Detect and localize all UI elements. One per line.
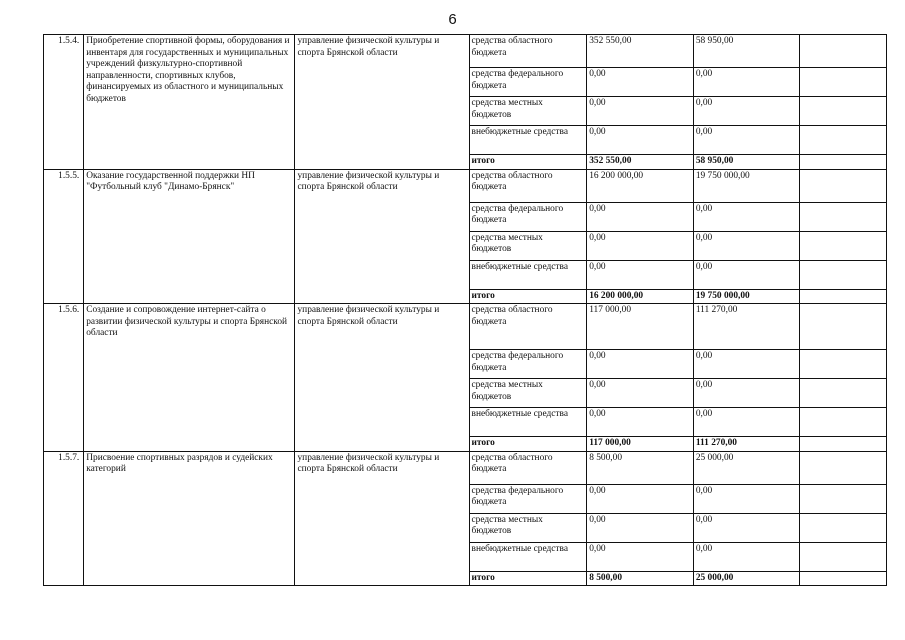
extra-cell xyxy=(800,260,887,289)
item-executor: управление физической культуры и спорта Брянской области xyxy=(295,35,469,170)
total-amount-2: 25 000,00 xyxy=(693,571,800,586)
extra-cell xyxy=(800,289,887,304)
funding-source: внебюджетные средства xyxy=(469,260,587,289)
amount-col-1: 0,00 xyxy=(587,202,694,231)
page-number: 6 xyxy=(448,11,457,28)
total-amount-1: 8 500,00 xyxy=(587,571,694,586)
amount-col-1: 8 500,00 xyxy=(587,451,694,484)
amount-col-1: 0,00 xyxy=(587,97,694,126)
budget-table xyxy=(43,34,887,586)
funding-source: средства местных бюджетов xyxy=(469,97,587,126)
item-number: 1.5.7. xyxy=(44,451,84,586)
item-executor: управление физической культуры и спорта Брянской области xyxy=(295,169,469,304)
amount-col-1: 0,00 xyxy=(587,513,694,542)
amount-col-2: 25 000,00 xyxy=(693,451,800,484)
total-label: итого xyxy=(469,289,587,304)
item-name: Создание и сопровождение интернет-сайта о развитии физической культуры и спорта Брянской области xyxy=(84,304,295,452)
extra-cell xyxy=(800,202,887,231)
amount-col-1: 0,00 xyxy=(587,126,694,155)
extra-cell xyxy=(800,169,887,202)
funding-source: внебюджетные средства xyxy=(469,408,587,437)
amount-col-1: 117 000,00 xyxy=(587,304,694,350)
table-row xyxy=(44,451,887,484)
item-executor: управление физической культуры и спорта Брянской области xyxy=(295,304,469,452)
extra-cell xyxy=(800,379,887,408)
amount-col-2: 0,00 xyxy=(693,126,800,155)
total-amount-1: 117 000,00 xyxy=(587,437,694,452)
item-executor: управление физической культуры и спорта Брянской области xyxy=(295,451,469,586)
funding-source: средства местных бюджетов xyxy=(469,513,587,542)
amount-col-2: 0,00 xyxy=(693,350,800,379)
amount-col-2: 111 270,00 xyxy=(693,304,800,350)
extra-cell xyxy=(800,437,887,452)
extra-cell xyxy=(800,484,887,513)
amount-col-2: 0,00 xyxy=(693,202,800,231)
extra-cell xyxy=(800,97,887,126)
funding-source: средства федерального бюджета xyxy=(469,202,587,231)
extra-cell xyxy=(800,68,887,97)
amount-col-1: 0,00 xyxy=(587,260,694,289)
funding-source: внебюджетные средства xyxy=(469,542,587,571)
amount-col-2: 0,00 xyxy=(693,97,800,126)
amount-col-2: 0,00 xyxy=(693,408,800,437)
table-row xyxy=(44,169,887,202)
funding-source: средства областного бюджета xyxy=(469,304,587,350)
total-amount-2: 58 950,00 xyxy=(693,155,800,170)
table-row xyxy=(44,35,887,68)
amount-col-2: 0,00 xyxy=(693,513,800,542)
amount-col-2: 0,00 xyxy=(693,379,800,408)
total-label: итого xyxy=(469,571,587,586)
amount-col-2: 0,00 xyxy=(693,260,800,289)
item-name: Приобретение спортивной формы, оборудования и инвентаря для государственных и муниципальных учреждений физкультурно-спортивной направленности, спортивных клубов, финансируемых из областного и муниципальных бюджетов xyxy=(84,35,295,170)
amount-col-1: 0,00 xyxy=(587,231,694,260)
amount-col-2: 0,00 xyxy=(693,68,800,97)
funding-source: средства федерального бюджета xyxy=(469,350,587,379)
amount-col-1: 352 550,00 xyxy=(587,35,694,68)
item-number: 1.5.5. xyxy=(44,169,84,304)
amount-col-1: 0,00 xyxy=(587,542,694,571)
budget-table-body xyxy=(44,35,887,586)
funding-source: средства федерального бюджета xyxy=(469,484,587,513)
amount-col-1: 0,00 xyxy=(587,379,694,408)
extra-cell xyxy=(800,35,887,68)
item-number: 1.5.6. xyxy=(44,304,84,452)
total-label: итого xyxy=(469,155,587,170)
table-row xyxy=(44,304,887,350)
amount-col-1: 0,00 xyxy=(587,68,694,97)
funding-source: средства областного бюджета xyxy=(469,35,587,68)
amount-col-1: 0,00 xyxy=(587,408,694,437)
extra-cell xyxy=(800,126,887,155)
item-number: 1.5.4. xyxy=(44,35,84,170)
extra-cell xyxy=(800,571,887,586)
extra-cell xyxy=(800,350,887,379)
extra-cell xyxy=(800,451,887,484)
total-amount-2: 111 270,00 xyxy=(693,437,800,452)
extra-cell xyxy=(800,408,887,437)
funding-source: средства областного бюджета xyxy=(469,169,587,202)
amount-col-2: 0,00 xyxy=(693,484,800,513)
amount-col-1: 0,00 xyxy=(587,484,694,513)
extra-cell xyxy=(800,542,887,571)
extra-cell xyxy=(800,513,887,542)
extra-cell xyxy=(800,304,887,350)
total-label: итого xyxy=(469,437,587,452)
item-name: Оказание государственной поддержки НП "Футбольный клуб "Динамо-Брянск" xyxy=(84,169,295,304)
amount-col-1: 0,00 xyxy=(587,350,694,379)
total-amount-1: 16 200 000,00 xyxy=(587,289,694,304)
extra-cell xyxy=(800,231,887,260)
amount-col-1: 16 200 000,00 xyxy=(587,169,694,202)
amount-col-2: 0,00 xyxy=(693,542,800,571)
item-name: Присвоение спортивных разрядов и судейских категорий xyxy=(84,451,295,586)
funding-source: средства местных бюджетов xyxy=(469,231,587,260)
funding-source: средства местных бюджетов xyxy=(469,379,587,408)
amount-col-2: 0,00 xyxy=(693,231,800,260)
extra-cell xyxy=(800,155,887,170)
total-amount-1: 352 550,00 xyxy=(587,155,694,170)
total-amount-2: 19 750 000,00 xyxy=(693,289,800,304)
funding-source: внебюджетные средства xyxy=(469,126,587,155)
funding-source: средства областного бюджета xyxy=(469,451,587,484)
amount-col-2: 19 750 000,00 xyxy=(693,169,800,202)
amount-col-2: 58 950,00 xyxy=(693,35,800,68)
funding-source: средства федерального бюджета xyxy=(469,68,587,97)
